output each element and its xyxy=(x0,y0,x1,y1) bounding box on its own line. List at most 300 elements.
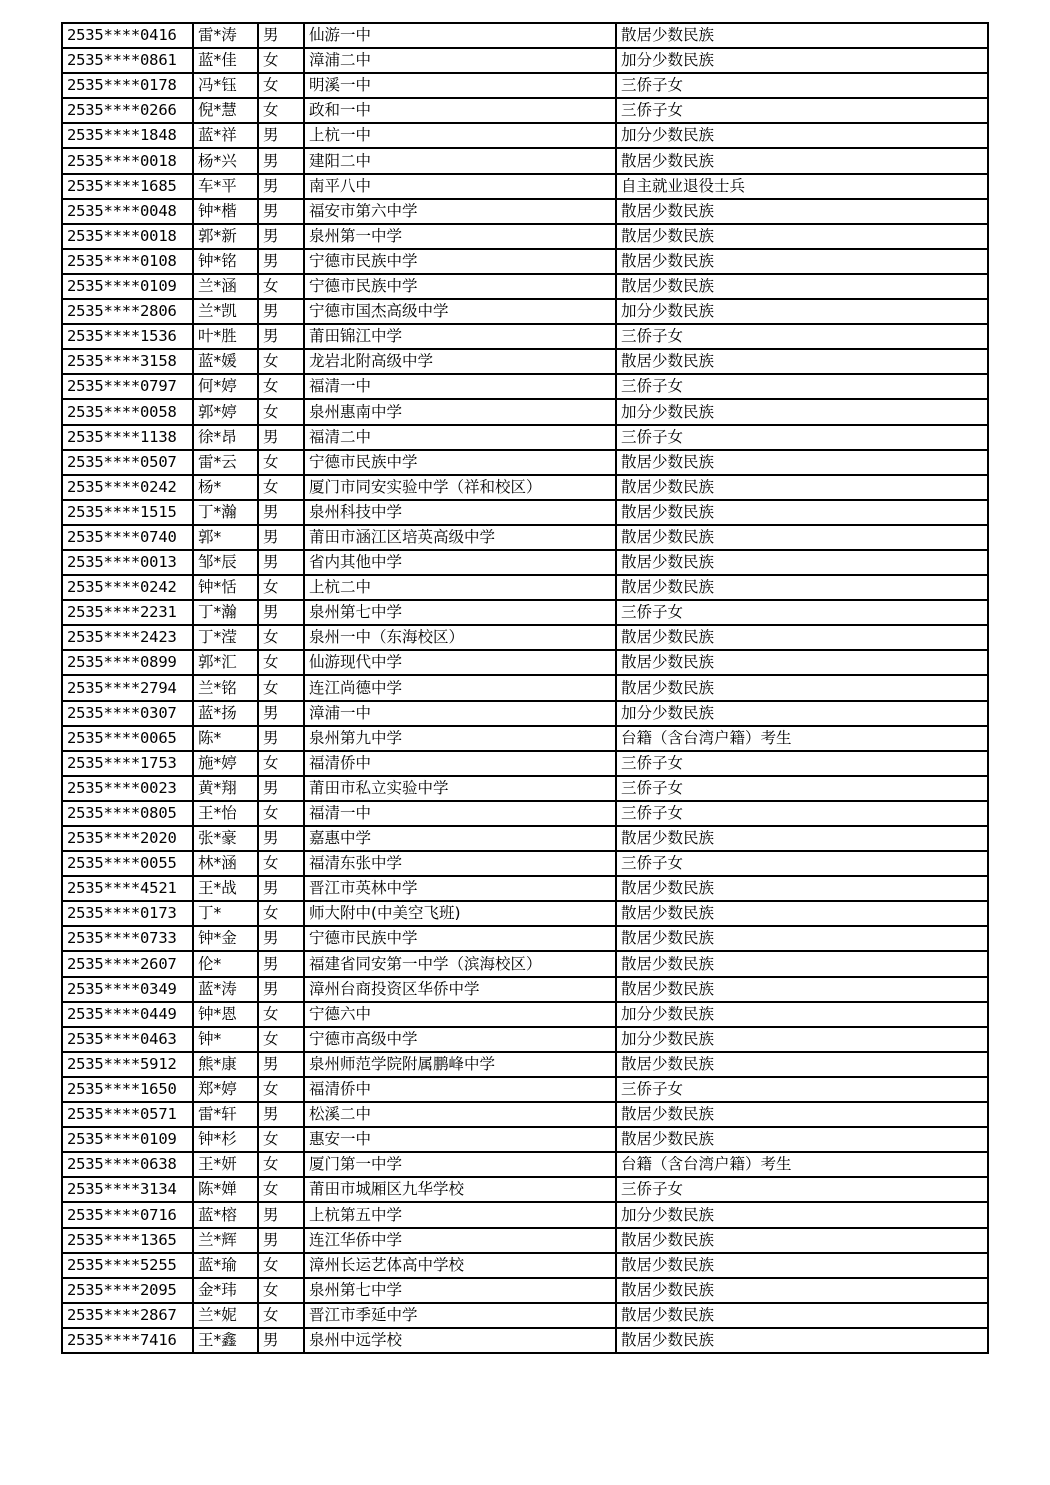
name-cell: 黄*翔 xyxy=(193,776,258,801)
category-cell: 散居少数民族 xyxy=(616,199,988,224)
table-row xyxy=(62,951,988,976)
school-cell: 漳州长运艺体高中学校 xyxy=(304,1253,616,1278)
name-cell: 林*涵 xyxy=(193,851,258,876)
table-row xyxy=(62,977,988,1002)
gender-cell: 男 xyxy=(258,123,304,148)
table-row xyxy=(62,450,988,475)
gender-cell: 男 xyxy=(258,1328,304,1353)
candidate-id-cell: 2535****1685 xyxy=(62,174,193,199)
category-cell: 加分少数民族 xyxy=(616,1202,988,1227)
candidate-id-cell: 2535****1650 xyxy=(62,1077,193,1102)
name-cell: 钟*恬 xyxy=(193,575,258,600)
name-cell: 王*怡 xyxy=(193,801,258,826)
roster-body xyxy=(62,23,988,1353)
name-cell: 倪*慧 xyxy=(193,98,258,123)
category-cell: 三侨子女 xyxy=(616,801,988,826)
school-cell: 宁德市民族中学 xyxy=(304,926,616,951)
table-row xyxy=(62,625,988,650)
category-cell: 三侨子女 xyxy=(616,776,988,801)
school-cell: 明溪一中 xyxy=(304,73,616,98)
gender-cell: 女 xyxy=(258,1077,304,1102)
table-row xyxy=(62,148,988,173)
table-row xyxy=(62,550,988,575)
category-cell: 散居少数民族 xyxy=(616,675,988,700)
name-cell: 雷*轩 xyxy=(193,1102,258,1127)
candidate-id-cell: 2535****0716 xyxy=(62,1202,193,1227)
table-row xyxy=(62,1002,988,1027)
candidate-id-cell: 2535****0571 xyxy=(62,1102,193,1127)
name-cell: 丁*滢 xyxy=(193,625,258,650)
candidate-id-cell: 2535****0178 xyxy=(62,73,193,98)
candidate-id-cell: 2535****0108 xyxy=(62,249,193,274)
gender-cell: 男 xyxy=(258,876,304,901)
school-cell: 漳浦一中 xyxy=(304,701,616,726)
candidate-id-cell: 2535****7416 xyxy=(62,1328,193,1353)
candidate-id-cell: 2535****1515 xyxy=(62,500,193,525)
gender-cell: 女 xyxy=(258,274,304,299)
category-cell: 散居少数民族 xyxy=(616,926,988,951)
name-cell: 蓝*扬 xyxy=(193,701,258,726)
school-cell: 晋江市英林中学 xyxy=(304,876,616,901)
school-cell: 泉州一中（东海校区） xyxy=(304,625,616,650)
category-cell: 三侨子女 xyxy=(616,751,988,776)
candidate-id-cell: 2535****2794 xyxy=(62,675,193,700)
table-row xyxy=(62,123,988,148)
candidate-id-cell: 2535****1365 xyxy=(62,1228,193,1253)
category-cell: 散居少数民族 xyxy=(616,148,988,173)
school-cell: 福清二中 xyxy=(304,425,616,450)
table-row xyxy=(62,1102,988,1127)
table-row xyxy=(62,726,988,751)
name-cell: 兰*涵 xyxy=(193,274,258,299)
table-row xyxy=(62,1303,988,1328)
name-cell: 熊*康 xyxy=(193,1052,258,1077)
table-row xyxy=(62,525,988,550)
category-cell: 散居少数民族 xyxy=(616,901,988,926)
category-cell: 散居少数民族 xyxy=(616,550,988,575)
category-cell: 散居少数民族 xyxy=(616,1127,988,1152)
category-cell: 三侨子女 xyxy=(616,1077,988,1102)
school-cell: 泉州第九中学 xyxy=(304,726,616,751)
candidate-id-cell: 2535****0638 xyxy=(62,1152,193,1177)
name-cell: 杨* xyxy=(193,475,258,500)
category-cell: 散居少数民族 xyxy=(616,349,988,374)
name-cell: 钟*恩 xyxy=(193,1002,258,1027)
table-row xyxy=(62,174,988,199)
category-cell: 三侨子女 xyxy=(616,851,988,876)
gender-cell: 女 xyxy=(258,1253,304,1278)
category-cell: 加分少数民族 xyxy=(616,399,988,424)
name-cell: 钟*金 xyxy=(193,926,258,951)
school-cell: 泉州第七中学 xyxy=(304,1278,616,1303)
name-cell: 丁*瀚 xyxy=(193,600,258,625)
name-cell: 伦* xyxy=(193,951,258,976)
candidate-id-cell: 2535****0266 xyxy=(62,98,193,123)
gender-cell: 女 xyxy=(258,650,304,675)
candidate-id-cell: 2535****2095 xyxy=(62,1278,193,1303)
candidate-id-cell: 2535****2231 xyxy=(62,600,193,625)
candidate-id-cell: 2535****0013 xyxy=(62,550,193,575)
gender-cell: 女 xyxy=(258,73,304,98)
table-row xyxy=(62,1077,988,1102)
name-cell: 雷*云 xyxy=(193,450,258,475)
table-row xyxy=(62,826,988,851)
table-row xyxy=(62,249,988,274)
category-cell: 散居少数民族 xyxy=(616,525,988,550)
category-cell: 散居少数民族 xyxy=(616,450,988,475)
table-row xyxy=(62,1253,988,1278)
candidate-id-cell: 2535****3158 xyxy=(62,349,193,374)
table-row xyxy=(62,600,988,625)
gender-cell: 女 xyxy=(258,475,304,500)
category-cell: 三侨子女 xyxy=(616,1177,988,1202)
name-cell: 王*鑫 xyxy=(193,1328,258,1353)
candidate-id-cell: 2535****0018 xyxy=(62,148,193,173)
school-cell: 宁德市民族中学 xyxy=(304,274,616,299)
candidate-id-cell: 2535****2607 xyxy=(62,951,193,976)
candidate-id-cell: 2535****0242 xyxy=(62,475,193,500)
name-cell: 钟*楷 xyxy=(193,199,258,224)
candidate-id-cell: 2535****0065 xyxy=(62,726,193,751)
category-cell: 自主就业退役士兵 xyxy=(616,174,988,199)
school-cell: 泉州师范学院附属鹏峰中学 xyxy=(304,1052,616,1077)
candidate-id-cell: 2535****0416 xyxy=(62,23,193,48)
gender-cell: 男 xyxy=(258,951,304,976)
school-cell: 上杭二中 xyxy=(304,575,616,600)
school-cell: 泉州第七中学 xyxy=(304,600,616,625)
name-cell: 钟*铭 xyxy=(193,249,258,274)
name-cell: 郑*婷 xyxy=(193,1077,258,1102)
gender-cell: 女 xyxy=(258,1278,304,1303)
table-row xyxy=(62,851,988,876)
candidate-id-cell: 2535****1536 xyxy=(62,324,193,349)
table-row xyxy=(62,1152,988,1177)
category-cell: 散居少数民族 xyxy=(616,575,988,600)
name-cell: 兰*凯 xyxy=(193,299,258,324)
table-row xyxy=(62,1177,988,1202)
gender-cell: 女 xyxy=(258,851,304,876)
name-cell: 蓝*涛 xyxy=(193,977,258,1002)
category-cell: 散居少数民族 xyxy=(616,826,988,851)
gender-cell: 女 xyxy=(258,349,304,374)
school-cell: 宁德市民族中学 xyxy=(304,249,616,274)
school-cell: 福清侨中 xyxy=(304,1077,616,1102)
school-cell: 宁德市高级中学 xyxy=(304,1027,616,1052)
school-cell: 宁德市民族中学 xyxy=(304,450,616,475)
name-cell: 钟*杉 xyxy=(193,1127,258,1152)
gender-cell: 男 xyxy=(258,148,304,173)
table-row xyxy=(62,801,988,826)
candidate-id-cell: 2535****0449 xyxy=(62,1002,193,1027)
candidate-id-cell: 2535****2867 xyxy=(62,1303,193,1328)
candidate-id-cell: 2535****5255 xyxy=(62,1253,193,1278)
school-cell: 福清一中 xyxy=(304,374,616,399)
gender-cell: 女 xyxy=(258,1027,304,1052)
name-cell: 蓝*祥 xyxy=(193,123,258,148)
candidate-id-cell: 2535****0109 xyxy=(62,274,193,299)
candidate-id-cell: 2535****0797 xyxy=(62,374,193,399)
candidate-id-cell: 2535****0463 xyxy=(62,1027,193,1052)
category-cell: 台籍（含台湾户籍）考生 xyxy=(616,726,988,751)
category-cell: 散居少数民族 xyxy=(616,1228,988,1253)
candidate-id-cell: 2535****0109 xyxy=(62,1127,193,1152)
candidate-id-cell: 2535****0307 xyxy=(62,701,193,726)
category-cell: 散居少数民族 xyxy=(616,977,988,1002)
table-row xyxy=(62,399,988,424)
school-cell: 南平八中 xyxy=(304,174,616,199)
name-cell: 蓝*媛 xyxy=(193,349,258,374)
gender-cell: 女 xyxy=(258,901,304,926)
table-row xyxy=(62,776,988,801)
candidate-id-cell: 2535****5912 xyxy=(62,1052,193,1077)
name-cell: 郭* xyxy=(193,525,258,550)
category-cell: 散居少数民族 xyxy=(616,625,988,650)
candidate-id-cell: 2535****0242 xyxy=(62,575,193,600)
school-cell: 莆田锦江中学 xyxy=(304,324,616,349)
school-cell: 仙游一中 xyxy=(304,23,616,48)
name-cell: 蓝*榕 xyxy=(193,1202,258,1227)
gender-cell: 女 xyxy=(258,625,304,650)
name-cell: 钟* xyxy=(193,1027,258,1052)
gender-cell: 男 xyxy=(258,1052,304,1077)
gender-cell: 男 xyxy=(258,23,304,48)
table-row xyxy=(62,349,988,374)
school-cell: 莆田市私立实验中学 xyxy=(304,776,616,801)
category-cell: 三侨子女 xyxy=(616,324,988,349)
candidate-id-cell: 2535****0018 xyxy=(62,224,193,249)
name-cell: 兰*铭 xyxy=(193,675,258,700)
gender-cell: 女 xyxy=(258,399,304,424)
candidate-id-cell: 2535****0805 xyxy=(62,801,193,826)
name-cell: 杨*兴 xyxy=(193,148,258,173)
category-cell: 散居少数民族 xyxy=(616,1278,988,1303)
school-cell: 龙岩北附高级中学 xyxy=(304,349,616,374)
school-cell: 上杭一中 xyxy=(304,123,616,148)
table-row xyxy=(62,1228,988,1253)
category-cell: 加分少数民族 xyxy=(616,1002,988,1027)
gender-cell: 男 xyxy=(258,299,304,324)
gender-cell: 男 xyxy=(258,1228,304,1253)
category-cell: 散居少数民族 xyxy=(616,1303,988,1328)
school-cell: 宁德六中 xyxy=(304,1002,616,1027)
gender-cell: 男 xyxy=(258,776,304,801)
gender-cell: 女 xyxy=(258,48,304,73)
school-cell: 泉州科技中学 xyxy=(304,500,616,525)
table-row xyxy=(62,48,988,73)
candidate-id-cell: 2535****0048 xyxy=(62,199,193,224)
name-cell: 雷*涛 xyxy=(193,23,258,48)
candidate-id-cell: 2535****3134 xyxy=(62,1177,193,1202)
gender-cell: 女 xyxy=(258,1152,304,1177)
school-cell: 泉州第一中学 xyxy=(304,224,616,249)
category-cell: 散居少数民族 xyxy=(616,876,988,901)
gender-cell: 男 xyxy=(258,224,304,249)
category-cell: 三侨子女 xyxy=(616,600,988,625)
name-cell: 叶*胜 xyxy=(193,324,258,349)
category-cell: 散居少数民族 xyxy=(616,1102,988,1127)
category-cell: 散居少数民族 xyxy=(616,224,988,249)
name-cell: 蓝*瑜 xyxy=(193,1253,258,1278)
table-row xyxy=(62,1278,988,1303)
candidate-id-cell: 2535****0733 xyxy=(62,926,193,951)
gender-cell: 男 xyxy=(258,926,304,951)
candidate-id-cell: 2535****0349 xyxy=(62,977,193,1002)
gender-cell: 男 xyxy=(258,500,304,525)
school-cell: 仙游现代中学 xyxy=(304,650,616,675)
category-cell: 加分少数民族 xyxy=(616,123,988,148)
category-cell: 散居少数民族 xyxy=(616,23,988,48)
table-row xyxy=(62,500,988,525)
table-row xyxy=(62,1027,988,1052)
table-row xyxy=(62,274,988,299)
table-row xyxy=(62,324,988,349)
name-cell: 陈* xyxy=(193,726,258,751)
gender-cell: 男 xyxy=(258,1102,304,1127)
category-cell: 加分少数民族 xyxy=(616,1027,988,1052)
gender-cell: 男 xyxy=(258,425,304,450)
category-cell: 散居少数民族 xyxy=(616,249,988,274)
category-cell: 散居少数民族 xyxy=(616,951,988,976)
gender-cell: 男 xyxy=(258,525,304,550)
table-row xyxy=(62,575,988,600)
school-cell: 福清侨中 xyxy=(304,751,616,776)
candidate-id-cell: 2535****4521 xyxy=(62,876,193,901)
category-cell: 散居少数民族 xyxy=(616,500,988,525)
category-cell: 三侨子女 xyxy=(616,98,988,123)
name-cell: 金*玮 xyxy=(193,1278,258,1303)
candidate-id-cell: 2535****2423 xyxy=(62,625,193,650)
gender-cell: 女 xyxy=(258,801,304,826)
table-row xyxy=(62,98,988,123)
table-row xyxy=(62,299,988,324)
table-row xyxy=(62,926,988,951)
gender-cell: 男 xyxy=(258,701,304,726)
name-cell: 郭*汇 xyxy=(193,650,258,675)
name-cell: 冯*钰 xyxy=(193,73,258,98)
school-cell: 莆田市涵江区培英高级中学 xyxy=(304,525,616,550)
gender-cell: 女 xyxy=(258,1127,304,1152)
table-row xyxy=(62,1328,988,1353)
name-cell: 张*豪 xyxy=(193,826,258,851)
school-cell: 连江华侨中学 xyxy=(304,1228,616,1253)
school-cell: 松溪二中 xyxy=(304,1102,616,1127)
name-cell: 车*平 xyxy=(193,174,258,199)
gender-cell: 男 xyxy=(258,600,304,625)
table-row xyxy=(62,199,988,224)
school-cell: 漳州台商投资区华侨中学 xyxy=(304,977,616,1002)
table-row xyxy=(62,751,988,776)
table-row xyxy=(62,475,988,500)
candidate-id-cell: 2535****1753 xyxy=(62,751,193,776)
gender-cell: 女 xyxy=(258,374,304,399)
name-cell: 王*妍 xyxy=(193,1152,258,1177)
category-cell: 加分少数民族 xyxy=(616,48,988,73)
school-cell: 师大附中(中美空飞班) xyxy=(304,901,616,926)
school-cell: 惠安一中 xyxy=(304,1127,616,1152)
table-row xyxy=(62,224,988,249)
category-cell: 散居少数民族 xyxy=(616,1328,988,1353)
name-cell: 丁*瀚 xyxy=(193,500,258,525)
name-cell: 蓝*佳 xyxy=(193,48,258,73)
name-cell: 何*婷 xyxy=(193,374,258,399)
candidate-id-cell: 2535****1138 xyxy=(62,425,193,450)
school-cell: 省内其他中学 xyxy=(304,550,616,575)
school-cell: 厦门第一中学 xyxy=(304,1152,616,1177)
candidate-id-cell: 2535****2806 xyxy=(62,299,193,324)
category-cell: 散居少数民族 xyxy=(616,1052,988,1077)
category-cell: 三侨子女 xyxy=(616,374,988,399)
table-row xyxy=(62,1127,988,1152)
name-cell: 郭*婷 xyxy=(193,399,258,424)
gender-cell: 女 xyxy=(258,1303,304,1328)
name-cell: 邹*辰 xyxy=(193,550,258,575)
school-cell: 福清一中 xyxy=(304,801,616,826)
category-cell: 台籍（含台湾户籍）考生 xyxy=(616,1152,988,1177)
category-cell: 三侨子女 xyxy=(616,73,988,98)
table-row xyxy=(62,1052,988,1077)
name-cell: 丁* xyxy=(193,901,258,926)
candidate-id-cell: 2535****0507 xyxy=(62,450,193,475)
table-row xyxy=(62,901,988,926)
gender-cell: 男 xyxy=(258,977,304,1002)
category-cell: 加分少数民族 xyxy=(616,299,988,324)
school-cell: 漳浦二中 xyxy=(304,48,616,73)
candidate-id-cell: 2535****0899 xyxy=(62,650,193,675)
category-cell: 散居少数民族 xyxy=(616,475,988,500)
name-cell: 陈*婵 xyxy=(193,1177,258,1202)
candidate-id-cell: 2535****0861 xyxy=(62,48,193,73)
name-cell: 施*婷 xyxy=(193,751,258,776)
school-cell: 泉州中远学校 xyxy=(304,1328,616,1353)
roster-table xyxy=(61,22,989,1354)
school-cell: 晋江市季延中学 xyxy=(304,1303,616,1328)
table-row xyxy=(62,675,988,700)
table-row xyxy=(62,650,988,675)
table-row xyxy=(62,23,988,48)
name-cell: 郭*新 xyxy=(193,224,258,249)
school-cell: 连江尚德中学 xyxy=(304,675,616,700)
gender-cell: 男 xyxy=(258,1202,304,1227)
school-cell: 福建省同安第一中学（滨海校区） xyxy=(304,951,616,976)
school-cell: 福清东张中学 xyxy=(304,851,616,876)
candidate-id-cell: 2535****0058 xyxy=(62,399,193,424)
candidate-id-cell: 2535****0740 xyxy=(62,525,193,550)
category-cell: 散居少数民族 xyxy=(616,274,988,299)
gender-cell: 女 xyxy=(258,450,304,475)
school-cell: 厦门市同安实验中学（祥和校区） xyxy=(304,475,616,500)
table-row xyxy=(62,701,988,726)
gender-cell: 男 xyxy=(258,174,304,199)
candidate-id-cell: 2535****0173 xyxy=(62,901,193,926)
gender-cell: 男 xyxy=(258,249,304,274)
candidate-id-cell: 2535****1848 xyxy=(62,123,193,148)
table-row xyxy=(62,876,988,901)
school-cell: 泉州惠南中学 xyxy=(304,399,616,424)
gender-cell: 男 xyxy=(258,726,304,751)
table-row xyxy=(62,374,988,399)
school-cell: 建阳二中 xyxy=(304,148,616,173)
school-cell: 政和一中 xyxy=(304,98,616,123)
category-cell: 散居少数民族 xyxy=(616,650,988,675)
candidate-id-cell: 2535****2020 xyxy=(62,826,193,851)
gender-cell: 女 xyxy=(258,98,304,123)
category-cell: 加分少数民族 xyxy=(616,701,988,726)
name-cell: 兰*辉 xyxy=(193,1228,258,1253)
name-cell: 徐*昂 xyxy=(193,425,258,450)
category-cell: 三侨子女 xyxy=(616,425,988,450)
candidate-id-cell: 2535****0023 xyxy=(62,776,193,801)
table-row xyxy=(62,425,988,450)
